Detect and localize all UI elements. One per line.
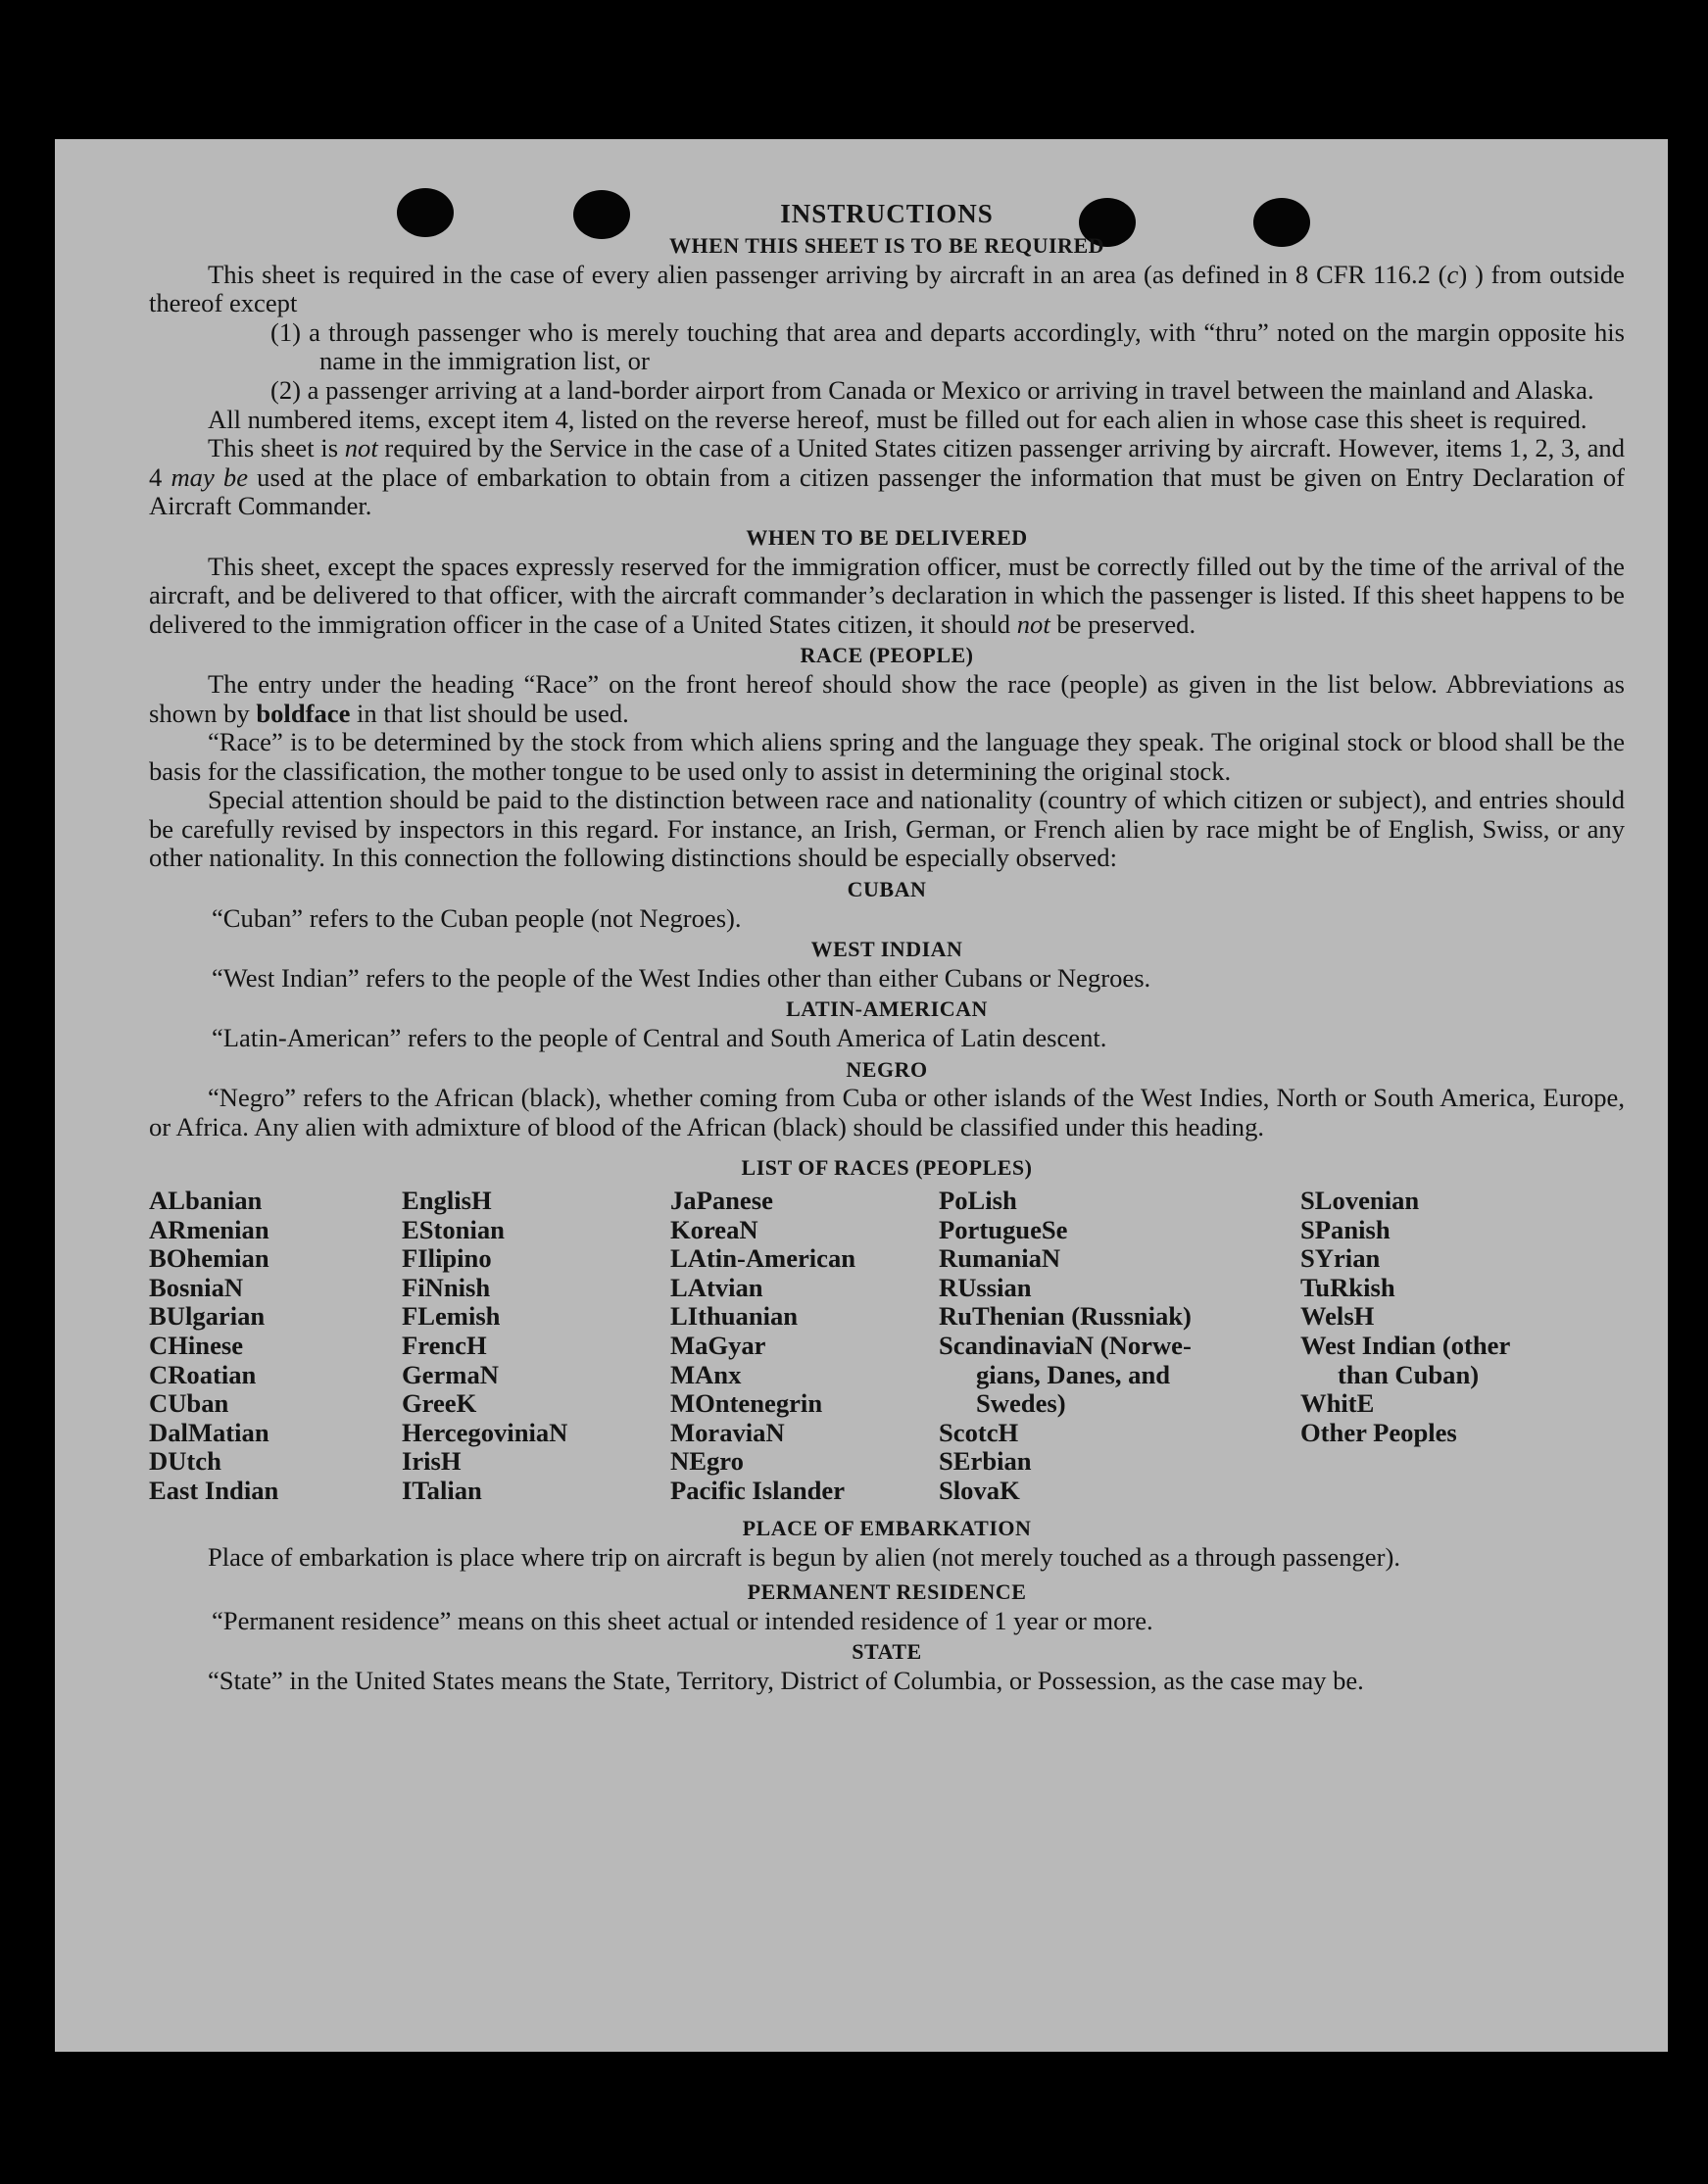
text-run: used at the place of embarkation to obtain from a citizen passenger the information that must be given on Entry Declaration of Aircraft Commander. bbox=[149, 461, 1625, 521]
document-sheet bbox=[55, 139, 1668, 2052]
race-entry: EStonian bbox=[402, 1214, 505, 1244]
race-entry: WhitE bbox=[1300, 1388, 1375, 1419]
race-entry: East Indian bbox=[149, 1475, 279, 1505]
heading-west-indian: WEST INDIAN bbox=[810, 937, 963, 962]
race-entry: Swedes) bbox=[976, 1388, 1066, 1419]
race-entry: Other Peoples bbox=[1300, 1417, 1457, 1447]
race-entry: LIthuanian bbox=[670, 1301, 799, 1332]
race-entry: GermaN bbox=[402, 1359, 499, 1389]
race-entry: MAnx bbox=[670, 1359, 742, 1389]
race-entry: RuThenian (Russniak) bbox=[939, 1301, 1192, 1332]
race-entry: KoreaN bbox=[670, 1214, 758, 1244]
race-entry: FiNnish bbox=[402, 1272, 491, 1302]
heading-race: RACE (PEOPLE) bbox=[800, 643, 974, 668]
race-entry: GreeK bbox=[402, 1388, 477, 1419]
heading-state: STATE bbox=[852, 1639, 922, 1665]
race-entry: FrencH bbox=[402, 1330, 487, 1360]
exception-item-2: (2) a passenger arriving at a land-border airport from Canada or Mexico or arriving in travel between the mainland and Alaska. bbox=[270, 374, 1594, 405]
paragraph-numbered-items: All numbered items, except item 4, listed on the reverse hereof, must be filled out for each alien in whose case this sheet is required. bbox=[208, 404, 1587, 434]
race-entry: SPanish bbox=[1300, 1214, 1391, 1244]
paragraph-negro: “Negro” refers to the African (black), whether coming from Cuba or other islands of the West Indies, North or South America, Europe, or Africa. Any alien with admixture of blood of the African (black) should be classified under this heading. bbox=[149, 1083, 1625, 1141]
paragraph-permanent-residence: “Permanent residence” means on this sheet actual or intended residence of 1 year or more. bbox=[212, 1605, 1153, 1635]
race-entry: BUlgarian bbox=[149, 1301, 266, 1332]
race-entry: MoraviaN bbox=[670, 1417, 785, 1447]
race-column-3 bbox=[670, 1187, 855, 1506]
race-entry: DalMatian bbox=[149, 1417, 269, 1447]
text-run: be preserved. bbox=[1049, 608, 1196, 639]
race-entry: HercegovinіaN bbox=[402, 1417, 568, 1447]
text-run: The entry under the heading “Race” on the front hereof should show the race (people) as given in the list below. Abbreviations as shown by bbox=[149, 668, 1625, 728]
race-entry: ScandinaviaN (Norwe- bbox=[939, 1330, 1192, 1360]
instructions-text bbox=[149, 196, 1625, 1696]
text-italic: not bbox=[344, 433, 378, 463]
race-entry: LAtin-American bbox=[670, 1243, 856, 1274]
race-entry: CRoatian bbox=[149, 1359, 257, 1389]
race-entry: IrisH bbox=[402, 1446, 462, 1477]
race-entry: ARmenian bbox=[149, 1214, 269, 1244]
race-entry: DUtch bbox=[149, 1446, 221, 1477]
race-entry: RUssian bbox=[939, 1272, 1032, 1302]
paragraph-embarkation: Place of embarkation is place where trip on aircraft is begun by alien (not merely touched as a through passenger). bbox=[208, 1541, 1400, 1572]
paragraph-cuban: “Cuban” refers to the Cuban people (not Negroes). bbox=[212, 902, 742, 933]
text-run: required by the Service in the case of a United States citizen passenger arriving by aircraft. However, items 1, 2, 3, and 4 bbox=[149, 433, 1626, 492]
race-entry: ITalian bbox=[402, 1475, 482, 1505]
exception-item-1: (1) a through passenger who is merely touching that area and departs accordingly, with “thru” noted on the margin opposite his name in the immigration list, or bbox=[270, 316, 1625, 376]
race-column-5 bbox=[1300, 1187, 1510, 1447]
text-run: in that list should be used. bbox=[350, 698, 629, 728]
race-entry: FIlipino bbox=[402, 1243, 492, 1274]
race-entry: RumaniaN bbox=[939, 1243, 1061, 1274]
paragraph-race-nationality: Special attention should be paid to the distinction between race and nationality (country of which citizen or subject), and entries should be carefully revised by inspectors in this regard. For instance, an Irish, German, or French alien by race might be of English, Swiss, or any other nationality. In this connection the following distinctions should be especially observed: bbox=[149, 785, 1625, 873]
race-entry: Pacific Islander bbox=[670, 1475, 846, 1505]
race-column-4 bbox=[939, 1187, 1192, 1506]
race-list bbox=[149, 1187, 1625, 1512]
heading-latin-american: LATIN-AMERICAN bbox=[786, 996, 988, 1022]
race-entry: than Cuban) bbox=[1338, 1359, 1480, 1389]
race-entry: SYrian bbox=[1300, 1243, 1381, 1274]
text-bold: boldface bbox=[256, 698, 351, 728]
heading-negro: NEGRO bbox=[846, 1056, 928, 1082]
race-entry: ScotcH bbox=[939, 1417, 1019, 1447]
race-entry: CUban bbox=[149, 1388, 229, 1419]
heading-when-delivered: WHEN TO BE DELIVERED bbox=[746, 524, 1028, 550]
paragraph-latin-american: “Latin-American” refers to the people of Central and South America of Latin descent. bbox=[212, 1023, 1107, 1053]
text-italic: not bbox=[1016, 608, 1050, 639]
paragraph-citizen bbox=[149, 434, 1625, 521]
race-column-1 bbox=[149, 1187, 278, 1506]
text-run: This sheet is required in the case of every alien passenger arriving by aircraft in an area (as defined in 8 CFR 116.2 ( bbox=[208, 259, 1447, 289]
race-entry: SLovenian bbox=[1300, 1186, 1420, 1215]
race-entry: PortugueSe bbox=[939, 1214, 1068, 1244]
paragraph-state: “State” in the United States means the State, Territory, District of Columbia, or Possession, as the case may be. bbox=[208, 1665, 1364, 1695]
race-entry: ALbanian bbox=[149, 1186, 263, 1215]
race-column-2 bbox=[402, 1187, 567, 1506]
race-entry: BosniaN bbox=[149, 1272, 244, 1302]
paragraph-delivered bbox=[149, 553, 1625, 640]
race-entry: MOntenegrin bbox=[670, 1388, 823, 1419]
race-entry: NEgro bbox=[670, 1446, 744, 1477]
text-run: ) ) from outside thereof except bbox=[149, 259, 1625, 318]
paragraph-west-indian: “West Indian” refers to the people of the West Indies other than either Cubans or Negroes. bbox=[212, 962, 1151, 993]
heading-when-required: WHEN THIS SHEET IS TO BE REQUIRED bbox=[668, 233, 1105, 258]
paragraph-required bbox=[149, 261, 1625, 318]
race-entry: EnglisH bbox=[402, 1186, 492, 1215]
race-entry: CHinese bbox=[149, 1330, 244, 1360]
paragraph-race-stock: “Race” is to be determined by the stock from which aliens spring and the language they speak. The original stock or blood shall be the basis for the classification, the mother tongue to be used only to assist in determining the original stock. bbox=[149, 727, 1625, 786]
race-entry: WelsH bbox=[1300, 1301, 1375, 1332]
race-entry: gians, Danes, and bbox=[976, 1359, 1171, 1389]
race-entry: SlovaK bbox=[939, 1475, 1020, 1505]
race-entry: BOhemian bbox=[149, 1243, 269, 1274]
heading-cuban: CUBAN bbox=[847, 877, 927, 902]
text-run: This sheet, except the spaces expressly reserved for the immigration officer, must be correctly filled out by the time of the arrival of the aircraft, and be delivered to that officer, with the aircraft commander’s declaration in which the passenger is listed. If this sheet happens to be delivered to the immigration officer in the case of a United States citizen, it should bbox=[149, 551, 1625, 639]
text-italic: c bbox=[1446, 259, 1459, 289]
heading-permanent-residence: PERMANENT RESIDENCE bbox=[747, 1579, 1027, 1605]
heading-list-of-races: LIST OF RACES (PEOPLES) bbox=[741, 1155, 1033, 1181]
race-entry: MaGyar bbox=[670, 1330, 766, 1360]
race-entry: FLemish bbox=[402, 1301, 501, 1332]
race-entry: TuRkish bbox=[1300, 1272, 1395, 1302]
race-entry: JaPanese bbox=[670, 1186, 773, 1215]
heading-place-of-embarkation: PLACE OF EMBARKATION bbox=[742, 1516, 1032, 1540]
text-run: This sheet is bbox=[208, 433, 345, 463]
race-entry: LAtvian bbox=[670, 1272, 763, 1302]
race-entry: PoLish bbox=[939, 1186, 1017, 1215]
race-entry: West Indian (other bbox=[1300, 1330, 1511, 1360]
page-title: INSTRUCTIONS bbox=[780, 199, 994, 228]
race-entry: SErbian bbox=[939, 1446, 1032, 1477]
text-italic: may be bbox=[171, 461, 249, 492]
paragraph-race-entry bbox=[149, 670, 1625, 728]
